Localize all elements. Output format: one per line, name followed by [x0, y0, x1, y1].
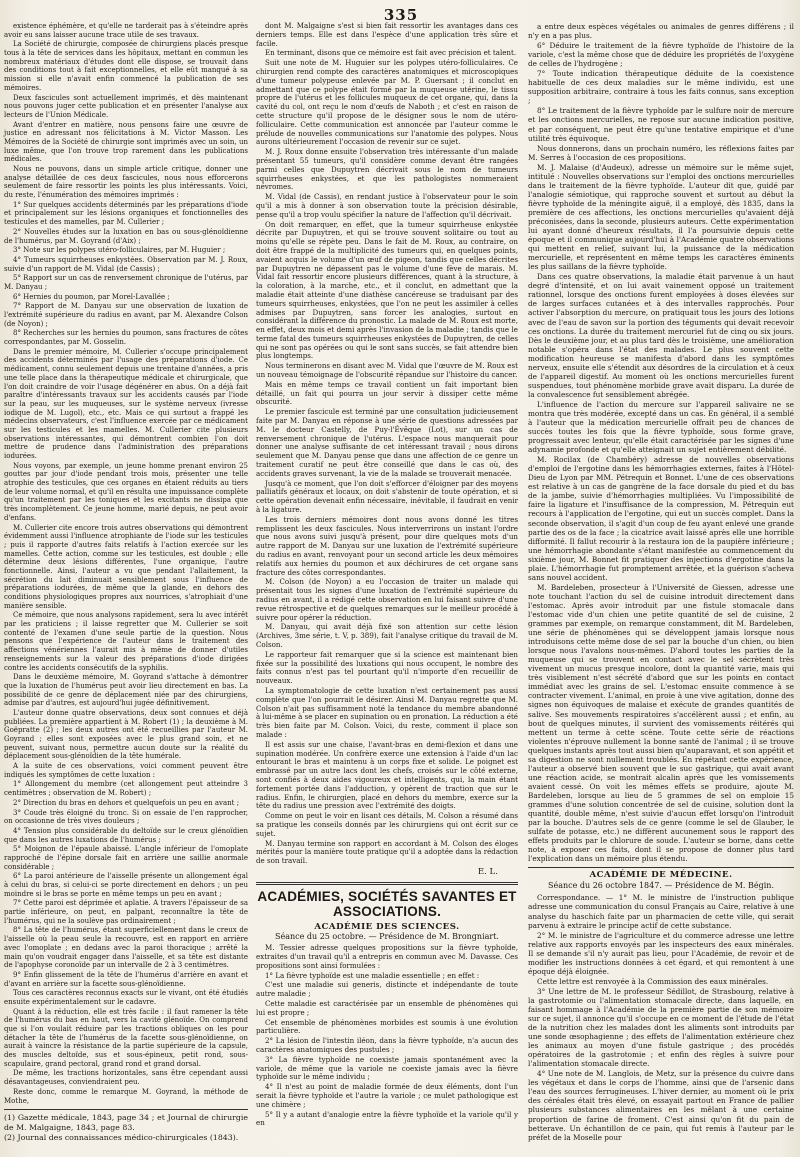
paragraph: 3° Une lettre de M. le professeur Sédillot, de Strasbourg, relative à la gastrotomie ou l'alimentation stomacale directe, dans laquelle, en faisant hommage à l'Académie de la première partie de son mémoire sur ce sujet, il annonce qu'il s'occupe en ce moment de l'étude de l'état de la nutrition chez les malades dont les aliments sont introduits par une sonde œsophagienne ; des effets de l'alimentation extérieure chez les animaux au moyen d'une fistule gastrique ; des procédés opératoires de la gastrotomie ; et enfin des règles à suivre pour l'alimentation stomacale directe.: [528, 986, 794, 1069]
section-title: ACADÉMIES, SOCIÉTÉS SAVANTES ET ASSOCIATIONS.: [257, 888, 517, 919]
column-1: [4, 22, 248, 1144]
paragraph: Reste donc, comme le remarque M. Goyrand, la méthode de Mothe,: [4, 1087, 248, 1105]
paragraph: Cet ensemble de phénomènes morbides est soumis à une évolution particulière.: [256, 1017, 518, 1036]
column-2: [256, 22, 518, 1129]
paragraph: C'est une maladie sui generis, distincte et indépendante de toute autre maladie ;: [256, 980, 518, 999]
paragraph: dont M. Malgaigne s'est si bien fait ressortir les avantages dans ces derniers temps. Elle est dans l'espèce d'une application très sûre et facile.: [256, 21, 518, 48]
paragraph: 2° La lésion de l'intestin iléon, dans la fièvre typhoïde, n'a aucun des caractères anatomiques des pustules ;: [256, 1036, 518, 1055]
paragraph: Cette maladie est caractérisée par un ensemble de phénomènes qui lui est propre ;: [256, 999, 518, 1017]
paragraph: 6° Hernies du poumon, par Morel-Lavallée ;: [13, 292, 170, 301]
article-signature: E. L.: [477, 866, 498, 877]
paragraph: 2° M. le ministre de l'agriculture et du commerce adresse une lettre relative aux rapports envoyés par les inspecteurs des eaux minérales. Il se demande s'il n'y aurait pas lieu, pour l'Académie, de revoir et de modifier les instructions données à cet égard, et qui remontent à une époque déjà éloignée.: [528, 930, 794, 976]
paragraph: 7° Cette paroi est déprimée et aplatie. A travers l'épaisseur de sa partie inférieure, on peut, en palpant, reconnaître la tête de l'humérus, qui ne la soulève pas ordinairement ;: [4, 899, 248, 925]
paragraph: Le premier fascicule est terminé par une consultation judicieusement faite par M. Danyau en réponse à une série de questions adressées par M. le docteur Castelly, de Puy-l'Évêque (Lot), sur un cas de renversement chronique de l'utérus. L'espace nous manquerait pour donner une analyse suffisante de cet intéressant travail ; nous dirons seulement que M. Danyau pense que dans une affection de ce genre un traitement curatif ne peut être conseillé que dans le cas où, des accidents graves survenant, la vie de la malade se trouverait menacée.: [256, 407, 518, 478]
paragraph: 1° La fièvre typhoïde est une maladie essentielle ; en effet :: [265, 970, 480, 980]
paragraph: existence éphémère, et qu'elle ne tarderait pas à s'éteindre après avoir eu sans laisser aucune trace utile de ses travaux.: [4, 22, 248, 39]
paragraph: 3° Coude très éloigné du tronc. Si on essaie de l'en rapprocher, on occasionne de très vives douleurs ;: [4, 808, 248, 826]
paragraph: 1° Allongement du membre (cet allongement peut atteindre 3 centimètres ; observation de M. Robert) ;: [4, 780, 248, 798]
paragraph: M. Danyau termine son rapport en accordant à M. Colson des éloges mérités pour la manière toute pratique qu'il a adoptée dans la rédaction de son travail.: [256, 838, 518, 866]
page-number: 335: [383, 6, 419, 24]
paragraph: Comme on peut le voir en lisant ces détails, M. Colson a résumé dans sa pratique les conseils donnés par les chirurgiens qui ont écrit sur ce sujet.: [256, 811, 518, 838]
paragraph: 6° Déduire le traitement de la fièvre typhoïde de l'histoire de la variole, c'est la même chose que de déduire les propriétés de l'oxygène de celles de l'hydrogène ;: [528, 41, 794, 69]
paragraph: La Société de chirurgie, composée de chirurgiens placés presque tous à la tête de services dans les hôpitaux, mettant en commun les nombreux matériaux d'études dont elle dispose, se trouvait dans des conditions tout à fait exceptionnelles, et elle eût manqué à sa mission si elle n'avait enfin commencé la publication de ses mémoires.: [4, 40, 248, 92]
paragraph: (1) Gazette médicale, 1843, page 34 ; et Journal de chirurgie de M. Malgaigne, 1843, page 83.: [4, 1113, 248, 1132]
paragraph: 7° Rapport de M. Danyau sur une observation de luxation de l'extrémité supérieure du radius en avant, par M. Alexandre Colson (de Noyon) ;: [4, 302, 248, 328]
paragraph: 6° La paroi antérieure de l'aisselle présente un allongement égal à celui du bras, si celui-ci se porte directement en dehors ; un peu moindre si le bras se porte en même temps un peu en avant ;: [4, 872, 248, 898]
paragraph: M. Rocilax (de Chambéry) adresse de nouvelles observations d'emploi de l'ergotine dans les hémorrhagies externes, faites à l'Hôtel-Dieu de Lyon par MM. Pétrequin et Bonnet. L'une de ces observations est relative à un cas de gangrène de la face dorsale du pied et du bas de la jambe, suivie d'hémorrhagies multipliées. Vu l'impossibilité de faire la ligature et l'insuffisance de la compression, M. Pétrequin eut recours à l'application de l'ergotine, qui eut un succès complet. Dans la seconde observation, il s'agit d'un coup de feu ayant enlevé une grande partie des os de la face ; la cicatrice avait laissé après elle une horrible difformité. Il fallut recourir à la restaura ion de la paupière inférieure ; une hémorrhagie abondante s'étant manifestée au commencement du sixième jour, M. Bonnet fit pratiquer des injections d'ergotine dans la plaie. L'hémorrhagie fut promptement arrêtée, et la guérison s'acheva sans nouvel accident.: [528, 455, 794, 582]
academy-sciences-session: Séance du 25 octobre. — Présidence de M. Brongniart.: [275, 931, 499, 941]
paragraph: Nous ne pouvons, dans un simple article critique, donner une analyse détaillée de ces deux fascicules, nous nous efforcerons seulement de faire ressortir les points les plus intéressants. Voici, du reste, l'énumération des mémoires imprimés :: [4, 165, 248, 200]
paragraph: 7° Toute indication thérapeutique déduite de la coexistence habituelle de ces deux maladies sur le même individu, est une supposition arbitraire, contraire à tous les faits connus, sans exception ;: [528, 69, 794, 106]
paragraph: Correspondance. — 1° M. le ministre de l'instruction publique adresse une communication du consul Français au Caire, relative à une analyse du haschich faite par un pharmacien de cette ville, qui serait parvenu à extraire le principe actif de cette substance.: [528, 893, 794, 930]
paragraph: 5° Rapport sur un cas de renversement chronique de l'utérus, par M. Danyau ;: [4, 274, 248, 291]
paragraph: Avant d'entrer en matière, nous pensons faire une œuvre de justice en adressant nos félicitations à M. Victor Masson. Les Mémoires de la Société de chirurgie sont imprimés avec un soin, un luxe même, que l'on trouve trop rarement dans les publications médicales.: [4, 120, 248, 164]
paragraph: Dans le deuxième mémoire, M. Goyrand s'attache à démontrer que la luxation de l'humérus peut avoir lieu directement en bas. La possibilité de ce genre de déplacement niée par des chirurgiens, admise par d'autres, est aujourd'hui jugée définitivement.: [4, 673, 248, 708]
paragraph: On doit remarquer, en effet, que la tumeur squirrheuse enkystée décrite par Dupuytren, et qui se trouve souvent solitaire ou tout au moins qu'elle se répète peu. Dans le fait de M. Roux, au contraire, on doit être frappé de la multiplicité des tumeurs qui, en quelques points, avaient acquis le volume d'un œuf de pigeon, tandis que celles décrites par Dupuytren ne dépassent pas le volume d'une fève de marais. M. Vidal fait ressortir encore plusieurs différences, quant à la structure, à la coloration, à la marche, etc., et il conclut, en admettant que la maladie était atteinte d'une diathèse cancéreuse se traduisant par des tumeurs squirrheuses, enkystées, que l'on ne peut les assimiler à celles admises par Dupuytren, sans forcer les analogies, surtout en considérant la différence du pronostic. La malade de M. Roux est morte, en effet, deux mois et demi après l'invasion de la maladie ; tandis que le terme fatal des tumeurs squirrheuses enkystées de Dupuytren, de celles qui ne sont pas opérées ou qui le sont sans succès, se fait attendre bien plus longtemps.: [256, 219, 518, 361]
paragraph: M. Cullerier cite encore trois autres observations qui démontrent évidemment aussi l'influence atrophiante de l'iode sur les testicules ; puis il rapporte d'autres faits relatifs à l'action exercée sur les mamelles. Cette action, comme sur les testicules, est double ; elle détermine deux lésions différentes, l'une organique, l'autre fonctionnelle. Ainsi, l'auteur a vu que pendant l'allaitement, la sécrétion du lait diminuait sensiblement sous l'influence de préparations iodurées, de même que la glande, en dehors des conditions physiologiques propres aux nourrices, s'atrophiait d'une manière sensible.: [4, 523, 248, 610]
column-1-body: [4, 22, 248, 1105]
paragraph: 3° Note sur les polypes utéro-folliculaires, par M. Huguier ;: [13, 246, 226, 255]
academy-sciences-body: [256, 944, 518, 1128]
paragraph: M. Colson (de Noyon) a eu l'occasion de traiter un malade qui présentait tous les signes d'une luxation de l'extrémité supérieure du radius en avant, il a rédigé cette observation en lui faisant suivre d'une revue rétrospective et de quelques remarques sur le meilleur procédé à suivre pour opérer la réduction.: [256, 577, 518, 622]
paragraph: 5° Il y a autant d'analogie entre la fièvre typhoïde et la variole qu'il y en: [256, 1109, 518, 1128]
paragraph: M. Bardeleben, prosecteur à l'Université de Giessen, adresse une note touchant l'action du sel de cuisine introduit directement dans l'estomac. Après avoir introduit par une fistule stomacale dans l'estomac vide d'un chien une petite quantité de sel de cuisine, 2 grammes par exemple, on remarque constamment, dit M. Bardeleben, une série de phénomènes qui se développent jamais lorsque nous introduisons cette même dose de sel par la bouche d'un chien, ou bien lorsque nous l'avalons nous-mêmes. D'abord toutes les parties de la muqueuse qui se trouvent en contact avec le sel sécrètent très vivement un mucus presque incolore, dont la quantité varie, mais qui très visiblement n'est sécrété d'abord que sur les points en contact immédiat avec les grains de sel. L'estomac ensuite commence à se contracter vivement. L'animal, en proie à une vive agitation, donne des signes non équivoques de malaise et exécute de grandes quantités de salive. Ses mouvements respiratoires s'accélèrent aussi ; et enfin, au bout de quelques minutes, il survient des vomissements réitérés qui mettent un terme à cette scène. Toute cette série de réactions violentes n'éprouve nullement la bonne santé de l'animal ; il se trouve quelques instants après tout aussi bien qu'auparavant, et son appétit et sa digestion ne sont nullement troublés. En répétant cette expérience, l'auteur a observé bien souvent que le suc gastrique, qui avait avant une réaction acide, se montrait alcalin après que les vomissements avaient cessé. On voit les mêmes effets se produire, ajoute M. Bardeleben, lorsque au lieu de 5 grammes de sel on emploie 15 grammes d'une solution concentrée de sel de cuisine, solution dont la quantité, double même, n'est suivie d'aucun effet lorsqu'on l'introduit par la bouche. D'autres sels de ce genre (comme le sel de Glauber, le sulfate de potasse, etc.) ne diffèrent aucunement sous le rapport des effets produits par le chlorure de soude. L'auteur se borne, dans cette note, à exposer ces faits, dont il se propose de donner plus tard l'explication dans un mémoire plus étendu.: [528, 582, 794, 864]
paragraph: Cette lettre est renvoyée à la Commission des eaux minérales.: [537, 976, 769, 986]
academy-medecine-heading: ACADÉMIE DE MÉDECINE.: [589, 870, 733, 881]
paragraph: 2° Direction du bras en dehors et quelquefois un peu en avant ;: [13, 798, 240, 807]
paragraph: Nous terminerons en disant avec M. Vidal que l'œuvre de M. Roux est un nouveau témoignage de l'obscurité répandue sur l'histoire du cancer.: [256, 361, 518, 380]
paragraph: Nous voyons, par exemple, un jeune homme prenant environ 25 gouttes par jour d'iode pendant trois mois, présenter une telle atrophie des testicules, que ces organes en étaient réduits au tiers de leur volume normal, et qu'il en résulta une impuissance complète qu'un traitement par les toniques et les excitants ne dissipa que très incomplètement. Ce jeune homme, marié depuis, ne peut avoir d'enfans.: [4, 461, 248, 522]
academy-medecine-body: [528, 893, 794, 1141]
paragraph: Dans ces quatre observations, la maladie était parvenue à un haut degré d'intensité, et on lui avait vainement opposé un traitement rationnel, lorsque des onctions furent employées à doses élevées sur de larges surfaces cutanées et à des intervalles rapprochés. Pour activer l'absorption du mercure, on pratiquait tous les jours des lotions avec de l'eau de savon sur la portion des téguments qui devait recevoir ces onctions. La durée du traitement mercuriel fut de cinq ou six jours. Dès le deuxième jour, et au plus tard dès le troisième, une amélioration notable s'opéra dans l'état des malades. Le plus souvent cette modification heureuse se manifesta d'abord dans les symptômes nerveux, ensuite elle s'étendit aux désordres de la circulation et à ceux de l'appareil digestif. Au moment où les onctions mercurielles furent suspendues, tout phénomène morbide grave avait disparu. La durée de la convalescence fut sensiblement abrégée.: [528, 272, 794, 399]
paragraph: 4° Tumeurs squirrheuses enkystées. Observation par M. J. Roux, suivie d'un rapport de M. Vidal (de Cassis) ;: [4, 255, 248, 273]
paragraph: M. J. Malaise (d'Audeux), adresse un mémoire sur le même sujet, intitulé : Nouvelles observations sur l'emploi des onctions mercurielles dans le traitement de la fièvre typhoïde. L'auteur dit que, guidé par l'analogie sémiotique, qui rapproche souvent et surtout au début la fièvre typhoïde de la méningite aiguë, il a employé, dès 1835, dans la première de ces affections, les onctions mercurielles qu'avaient déjà préconisées, dans la seconde, plusieurs auteurs. Cette expérimentation lui ayant donné d'heureux résultats, il l'a poursuivie depuis cette époque et il communique aujourd'hui à l'Académie quatre observations qui mettent en relief, suivant lui, la puissance de la médication mercurielle, et représentent en même temps les caractères éminents les plus saillans de la fièvre typhoïde.: [528, 162, 794, 272]
paragraph: Nous donnerons, dans un prochain numéro, les réflexions faites par M. Serres à l'occasion de ces propositions.: [528, 143, 794, 162]
paragraph: Suit une note de M. Huguier sur les polypes utéro-folliculaires. Ce chirurgien rend compte des caractères anatomiques et microscopiques d'une tumeur polypeuse enlevée par M. P. Guersant ; il conclut en admettant que ce polype était formé par la muqueuse utérine, le tissu propre de l'utérus et les follicules muqueux de cet organe, qui, dans la cavité du col, ont reçu le nom d'œufs de Naboth ; et c'est en raison de cette structure qu'il propose de le désigner sous le nom de utéro-folliculaire. Cette communication est annoncée par l'auteur comme le prélude de nouvelles communications sur l'anatomie des polypes. Nous aurons ultérieurement l'occasion de revenir sur ce sujet.: [256, 58, 518, 147]
column-3-body: [528, 22, 794, 863]
paragraph: Mais en même temps ce travail contient un fait important bien détaillé, un fait qui pourra un jour servir à dissiper cette même obscurité.: [256, 379, 518, 407]
paragraph: Il est assis sur une chaise, l'avant-bras en demi-flexion et dans une supination modérée. Un confrère exerce une extension à l'aide d'un lac entourant le bras et maintenu à un corps fixe et solide. Le poignet est embrassé par un autre lacs dont les chefs, croisés sur le côté externe, sont confiés à deux aides vigoureux et intelligents, qui, la main étant fortement portée dans l'adduction, y opèrent de traction que sur le radius. Enfin, le chirurgien, placé en dehors du membre, exerce sur la tête du radius une pression avec l'extrémité des doigts.: [256, 739, 518, 811]
paragraph: Les trois derniers mémoires dont nous avons donné les titres remplissent les deux fascicules. Nous interverrirons un instant l'ordre que nous avons suivi jusqu'à présent, pour dire quelques mots d'un autre rapport de M. Danyau sur une luxation de l'extrémité supérieure du radius en avant, renvoyant pour un second article les deux mémoires relatifs aux hernies du poumon et aux déchirures de cet organe sans fracture des côtes correspondantes.: [256, 514, 518, 577]
paragraph: Tous ces caractères reconnus exacts sur le vivant, ont été étudiés ensuite expérimentalement sur le cadavre.: [4, 989, 248, 1006]
column-2-body: [256, 22, 518, 866]
paragraph: Quant à la réduction, elle est très facile : il faut ramener la tête de l'humérus du bas en haut, vers la cavité glénoïde. On comprend que si l'on voulait réduire par les tractions obliques on les pour détacher la tête de l'humérus de la facette sous-glénoïdienne, on aurait à vaincre la résistance de la partie supérieure de la capsule, des muscles deltoïde, sus et sous-épineux, petit rond, sous-scapulaire, grand pectoral, grand rond et grand dorsal.: [4, 1007, 248, 1068]
academy-sciences-heading: ACADÉMIE DES SCIENCES.: [314, 921, 460, 932]
paragraph: 8° Recherches sur les hernies du poumon, sans fractures de côtes correspondantes, par M. Gosselin.: [4, 329, 248, 347]
paragraph: De même, les tractions horizontales, sans être cependant aussi désavantageuses, conviendraient peu.: [4, 1069, 248, 1087]
paragraph: En terminant, disons que ce mémoire est fait avec précision et talent.: [265, 48, 517, 58]
paragraph: L'influence de l'action du mercure sur l'appareil salivaire ne se montra que très modérée, excepté dans un cas. En général, il a semblé à l'auteur que la médication mercurielle offrait peu de chances de succès toutes les fois que la fièvre typhoïde, sous forme grave, progressait avec lenteur, qu'elle était caractérisée par les signes d'une adynamie profonde et qu'elle atteignait un sujet entièrement débilité.: [528, 399, 794, 455]
paragraph: Le rapporteur fait remarquer que si la science est maintenant bien fixée sur la possibilité des luxations qui nous occupent, le nombre des faits connus n'est pas tel pourtant qu'il n'importe d'en recueillir de nouveaux.: [256, 649, 518, 686]
footnote-rule: [4, 1109, 248, 1110]
academy-medecine-session: Séance du 26 octobre 1847. — Présidence de M. Bégin.: [547, 881, 774, 891]
footnotes: [4, 1113, 248, 1143]
paragraph: 5° Moignon de l'épaule abaissé. L'angle inférieur de l'omoplate rapproché de l'épine dorsale fait en arrière une saillie anormale considérable ;: [4, 845, 248, 871]
paragraph: A la suite de ces observations, voici comment peuvent être indiqués les symptômes de cette luxation :: [4, 762, 248, 779]
paragraph: 8° Le traitement de la fièvre typhoïde par le sulfure noir de mercure et les onctions mercurielles, ne repose sur aucune indication positive, et par conséquent, ne peut être qu'une tentative empirique et d'une utilité très équivoque.: [528, 106, 794, 143]
paragraph: 4° Il n'est au point de maladie formée de deux éléments, dont l'un serait la fièvre typhoïde et l'autre la variole ; ce mulet pathologique est une chimère ;: [256, 1082, 518, 1109]
paragraph: L'auteur donne quatre observations, deux sont connues et déjà publiées. La première appartient à M. Robert (1) ; la deuxième à M. Goëpratte (2) ; les deux autres ont été recueillies par l'auteur M. Goyrand ; elles sont exposées avec le plus grand soin, et ne peuvent, suivant nous, permettre aucun doute sur la réalité du déplacement sous-glénoïdien de la tête humérale.: [4, 708, 248, 761]
paragraph: 4° Tension plus considérable du deltoïde sur le creux glénoïdien que dans les autres luxations de l'humérus ;: [4, 826, 248, 844]
column-3: [528, 22, 794, 1143]
academy-divider: [528, 867, 794, 868]
paragraph: 1° Sur quelques accidents déterminés par les préparations d'iode et principalement sur les lésions organiques et fonctionnelles des testicules et des mamelles, par M. Cullerier ;: [4, 200, 248, 227]
paragraph: 2° Nouvelles études sur la luxation en bas ou sous-glénoïdienne de l'humérus, par M. Goyrand (d'Aix) ;: [4, 227, 248, 245]
paragraph: M. Danyau, qui avait déjà fixé son attention sur cette lésion (Archives, 3me série, t. V, p. 389), fait l'analyse critique du travail de M. Colson.: [256, 622, 518, 649]
paragraph: (2) Journal des connaissances médico-chirurgicales (1843).: [4, 1133, 239, 1143]
paragraph: M. Tessier adresse quelques propositions sur la fièvre typhoïde, extraites d'un travail qu'il a entrepris en commun avec M. Davasse. Ces propositions sont ainsi formulées :: [256, 943, 518, 970]
paragraph: Jusqu'à ce moment, que l'on doit s'efforcer d'éloigner par des moyens palliatifs généraux et locaux, on doit s'abstenir de toute opération, et si cette opération devenait enfin nécessaire, inévitable, il faudrait en venir à la ligature.: [256, 478, 518, 515]
section-divider: [256, 882, 518, 885]
paragraph: 3° La fièvre typhoïde ne coexiste jamais spontanément avec la variole, de même que la variole ne coexiste jamais avec la fièvre typhoïde sur le même individu ;: [256, 1054, 518, 1082]
paragraph: a entre deux espèces végétales ou animales de genres différens ; il n'y en a pas plus.: [528, 22, 794, 41]
paragraph: Ce mémoire, que nous analysons rapidement, sera lu avec intérêt par les praticiens ; il laisse regretter que M. Cullerier se soit contenté de l'examen d'une seule partie de la question. Nous pensons que l'expérience de l'auteur dans le traitement des affections vénériennes l'aurait mis à même de donner d'utiles renseignements sur la valeur des préparations d'iode dirigées contre les accidents consécutifs de la syphilis.: [4, 611, 248, 672]
paragraph: La symptomatologie de cette luxation n'est certainement pas aussi complète que l'on pourrait le désirer. Ainsi M. Danyau regrette que M. Colson n'ait pas suffisamment noté la tendance du membre abandonné à lui-même à se placer en supination ou en pronation. La réduction a été très bien faite par M. Colson. Voici, du reste, comment il place son malade :: [256, 685, 518, 739]
paragraph: 8° La tête de l'humérus, étant superficiellement dans le creux de l'aisselle où la peau seule la recouvre, est en rapport en arrière avec l'omoplate ; en dedans avec la paroi thoracique ; arrêté la main qu'on voudrait engager dans l'aisselle, et sa tête est distante de l'apophyse coronoïde par un intervalle de 2 à 3 centimètres.: [4, 926, 248, 970]
paragraph: Deux fascicules sont actuellement imprimés, et dès maintenant nous pouvons juger cette publication et en présenter l'analyse aux lecteurs de l'Union Médicale.: [4, 93, 248, 119]
paragraph: M. J. Roux donne ensuite l'observation très intéressante d'un malade présentant 55 tumeurs, qu'il considère comme devant être rangées parmi celles que Dupuytren décrivait sous le nom de tumeurs squirrheuses enkystées, et que les pathologistes nommeraient névromes.: [256, 147, 518, 192]
paragraph: 4° Une note de M. Langlois, de Metz, sur la présence du cuivre dans les végétaux et dans le corps de l'homme, ainsi que de l'arsenic dans l'eau des sources ferrugineuses. L'hiver dernier, au moment où le prix des céréales était très élevé, on essayait partout en France de pallier plusieurs substances alimentaires en les mêlant à une certaine proportion de farine de froment. C'est ainsi qu'on fit du pain de betterave. Un échantillon de ce pain, qui fut remis à l'auteur par le préfet de la Moselle pour: [528, 1069, 794, 1142]
paragraph: 9° Enfin glissement de la tête de l'humérus d'arrière en avant et d'avant en arrière sur la facette sous-glénoïdienne.: [4, 970, 248, 988]
paragraph: Dans le premier mémoire, M. Cullerier s'occupe principalement des accidents déterminés par l'usage des préparations d'iode. Ce médicament, connu seulement depuis une trentaine d'années, a pris une telle place dans la thérapeutique médicale et chirurgicale, que l'on doit craindre de voir l'usage dégénérer en abus. On a déjà fait paraître d'intéressants travaux sur les accidents causés par l'iode sur la peau, sur les muqueuses, sur le système nerveux (ivresse iodique de M. Lugol), etc., etc. Mais ce qui surtout a frappé les médecins observateurs, c'est l'influence exercée par ce médicament sur les testicules et les mamelles. M. Cullerier cite plusieurs observations intéressantes, qui démontrent combien l'on doit mettre de prudence dans l'administration des préparations iodurées.: [4, 347, 248, 460]
paragraph: M. Vidal (de Cassis), en rendant justice à l'observateur pour le soin qu'il a mis à donner à son observation toute la précision désirable, pense qu'il a trop voulu spécifier la nature de l'affection qu'il décrivait.: [256, 192, 518, 219]
